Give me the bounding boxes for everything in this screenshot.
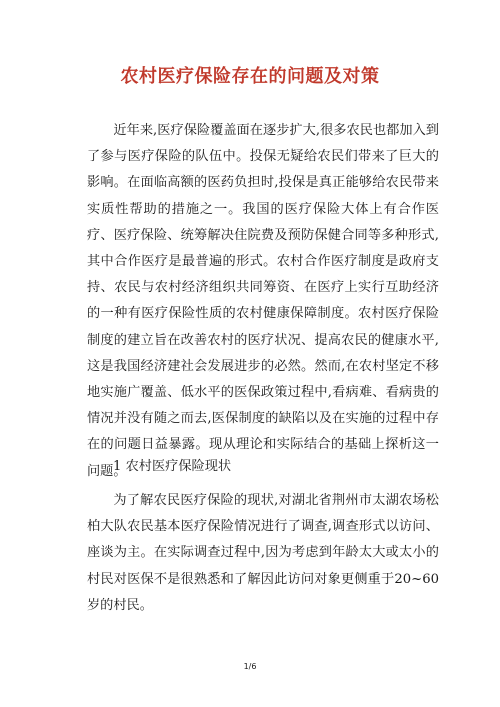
page-number: 1/6	[243, 662, 257, 671]
document-title: 农村医疗保险存在的问题及对策	[120, 66, 380, 87]
section-paragraph: 为了解农民医疗保险的现状,对湖北省荆州市太湖农场松柏大队农民基本医疗保险情况进行了调查,调查形式以访问、座谈为主。在实际调查过程中,因为考虑到年龄太大或太小的村民对医保不是很熟悉和了解因此访问对象更侧重于20~60岁的村民。	[87, 493, 439, 613]
intro-paragraph: 近年来,医疗保险覆盖面在逐步扩大,很多农民也都加入到了参与医疗保险的队伍中。投保无疑给农民们带来了巨大的影响。在面临高额的医药负担时,投保是真正能够给农民带来实质性帮助的措施之一。我国的医疗保险大体上有合作医疗、医疗保险、统筹解决住院费及预防保健合同等多种形式,其中合作医疗是最普遍的形式。农村合作医疗制度是政府支持、农民与农村经济组织共同筹资、在医疗上实行互助经济的一种有医疗保险性质的农村健康保障制度。农村医疗保险制度的建立旨在改善农村的医疗状况、提高农民的健康水平,这是我国经济建社会发展进步的必然。然而,在农村坚定不移地实施广覆盖、低水平的医保政策过程中,看病难、看病贵的情况并没有随之而去,医保制度的缺陷以及在实施的过程中存在的问题日益暴露。现从理论和实际结合的基础上探析这一问题。	[87, 123, 439, 479]
section-heading: 1 农村医疗保险现状	[113, 459, 232, 474]
